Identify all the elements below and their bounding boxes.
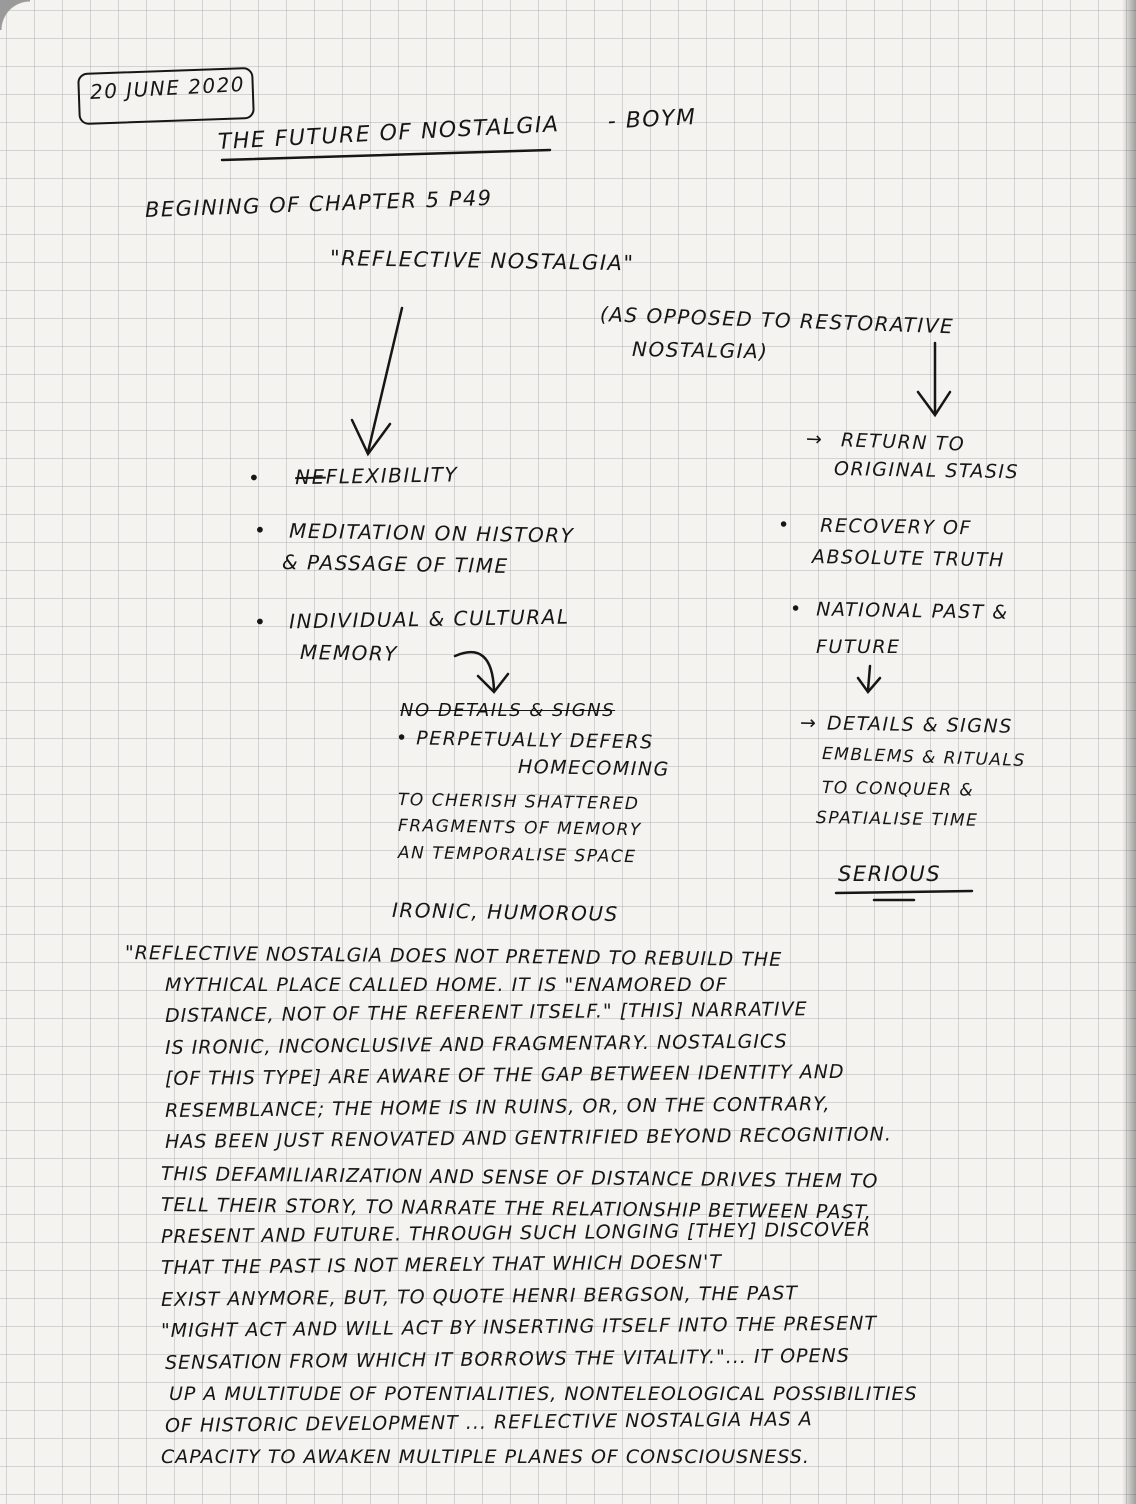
bullet: • bbox=[253, 518, 268, 543]
item-text: DETAILS & SIGNS bbox=[826, 712, 1013, 738]
left-item-flexibility bbox=[248, 462, 459, 490]
quote-line: "MIGHT ACT AND WILL ACT BY INSERTING ITSELF INTO THE PRESENT bbox=[160, 1312, 878, 1342]
bullet: → bbox=[799, 712, 818, 735]
quote-line: THIS DEFAMILIARIZATION AND SENSE OF DISTANCE DRIVES THEM TO bbox=[160, 1162, 879, 1193]
quote-line: PRESENT AND FUTURE. THROUGH SUCH LONGING [THEY] DISCOVER bbox=[160, 1218, 872, 1248]
quote-line: "REFLECTIVE NOSTALGIA DOES NOT PRETEND TO REBUILD THE bbox=[124, 942, 783, 971]
quote-line: OF HISTORIC DEVELOPMENT ... REFLECTIVE NOSTALGIA HAS A bbox=[164, 1407, 813, 1437]
arrow-small-future bbox=[868, 666, 870, 690]
quote-line: MYTHICAL PLACE CALLED HOME. IT IS "ENAMORED OF bbox=[165, 973, 728, 996]
quote-line: THAT THE PAST IS NOT MERELY THAT WHICH DOESN'T bbox=[160, 1251, 723, 1279]
quote-line: CAPACITY TO AWAKEN MULTIPLE PLANES OF CONSCIOUSNESS. bbox=[161, 1446, 810, 1468]
chapter-reference: BEGINING OF CHAPTER 5 P49 bbox=[144, 185, 493, 222]
quote-line: [OF THIS TYPE] ARE AWARE OF THE GAP BETWEEN IDENTITY AND bbox=[164, 1060, 845, 1090]
right-tone: SERIOUS bbox=[838, 862, 942, 886]
bullet: • bbox=[789, 598, 803, 621]
quote-line: DISTANCE, NOT OF THE REFERENT ITSELF." [THIS] NARRATIVE bbox=[164, 998, 808, 1027]
item-text: MEDITATION ON HISTORY bbox=[288, 518, 575, 548]
right-item-truth-1 bbox=[778, 514, 972, 539]
item-text: NATIONAL PAST & bbox=[816, 598, 1009, 624]
quote-line: UP A MULTITUDE OF POTENTIALITIES, NONTELEOLOGICAL POSSIBILITIES bbox=[169, 1383, 918, 1405]
bullet: • bbox=[777, 514, 791, 537]
quote-line: IS IRONIC, INCONCLUSIVE AND FRAGMENTARY. NOSTALGICS bbox=[164, 1029, 788, 1059]
quote-line: EXIST ANYMORE, BUT, TO QUOTE HENRI BERGSON, THE PAST bbox=[160, 1281, 799, 1311]
entry-date: 20 JUNE 2020 bbox=[89, 71, 246, 104]
right-item-truth-2: ABSOLUTE TRUTH bbox=[811, 546, 1005, 572]
opposed-line-2: NOSTALGIA) bbox=[631, 337, 769, 364]
left-tone: IRONIC, HUMOROUS bbox=[391, 898, 619, 926]
right-item-return-2: ORIGINAL STASIS bbox=[833, 458, 1020, 484]
struck-item: NO DETAILS & SIGNS bbox=[400, 700, 616, 721]
item-text: RECOVERY OF bbox=[820, 514, 973, 540]
cherish-line-2: FRAGMENTS OF MEMORY bbox=[397, 816, 642, 841]
book-title: THE FUTURE OF NOSTALGIA bbox=[217, 112, 561, 155]
section-heading: "REFLECTIVE NOSTALGIA" bbox=[329, 246, 635, 276]
right-item-details-1 bbox=[800, 712, 1013, 738]
item-text: INDIVIDUAL & CULTURAL bbox=[288, 604, 570, 634]
cherish-line-1: TO CHERISH SHATTERED bbox=[397, 790, 640, 815]
item-text: FLEXIBILITY bbox=[325, 462, 459, 489]
bullet: • bbox=[253, 609, 268, 634]
serious-underline bbox=[836, 891, 972, 893]
item-text: RETURN TO bbox=[840, 429, 966, 456]
defers-line-2: HOMECOMING bbox=[517, 756, 670, 781]
bullet: → bbox=[805, 428, 824, 451]
quote-line: TELL THEIR STORY, TO NARRATE THE RELATIONSHIP BETWEEN PAST, bbox=[160, 1194, 873, 1224]
defers-line-1: • PERPETUALLY DEFERS bbox=[395, 727, 654, 754]
quote-line: HAS BEEN JUST RENOVATED AND GENTRIFIED BEYOND RECOGNITION. bbox=[164, 1123, 892, 1153]
right-item-details-3: TO CONQUER & bbox=[821, 778, 975, 801]
arrow-curve-memory bbox=[455, 652, 494, 690]
opposed-line-1: (AS OPPOSED TO RESTORATIVE bbox=[599, 302, 955, 339]
right-item-details-2: EMBLEMS & RITUALS bbox=[821, 744, 1027, 772]
right-item-national-1 bbox=[790, 598, 1009, 624]
left-item-meditation-2: & PASSAGE OF TIME bbox=[281, 550, 509, 578]
right-item-details-4: SPATIALISE TIME bbox=[815, 808, 979, 831]
bullet: • bbox=[247, 465, 262, 490]
quote-line: RESEMBLANCE; THE HOME IS IN RUINS, OR, ON THE CONTRARY, bbox=[164, 1092, 831, 1122]
cherish-line-3: AN TEMPORALISE SPACE bbox=[397, 843, 637, 868]
right-item-national-2: FUTURE bbox=[816, 636, 901, 658]
quote-line: SENSATION FROM WHICH IT BORROWS THE VITALITY."... IT OPENS bbox=[164, 1344, 850, 1374]
left-item-memory-2: MEMORY bbox=[299, 640, 399, 666]
struck-prefix: NE bbox=[294, 464, 326, 490]
book-author: - BOYM bbox=[607, 104, 698, 135]
